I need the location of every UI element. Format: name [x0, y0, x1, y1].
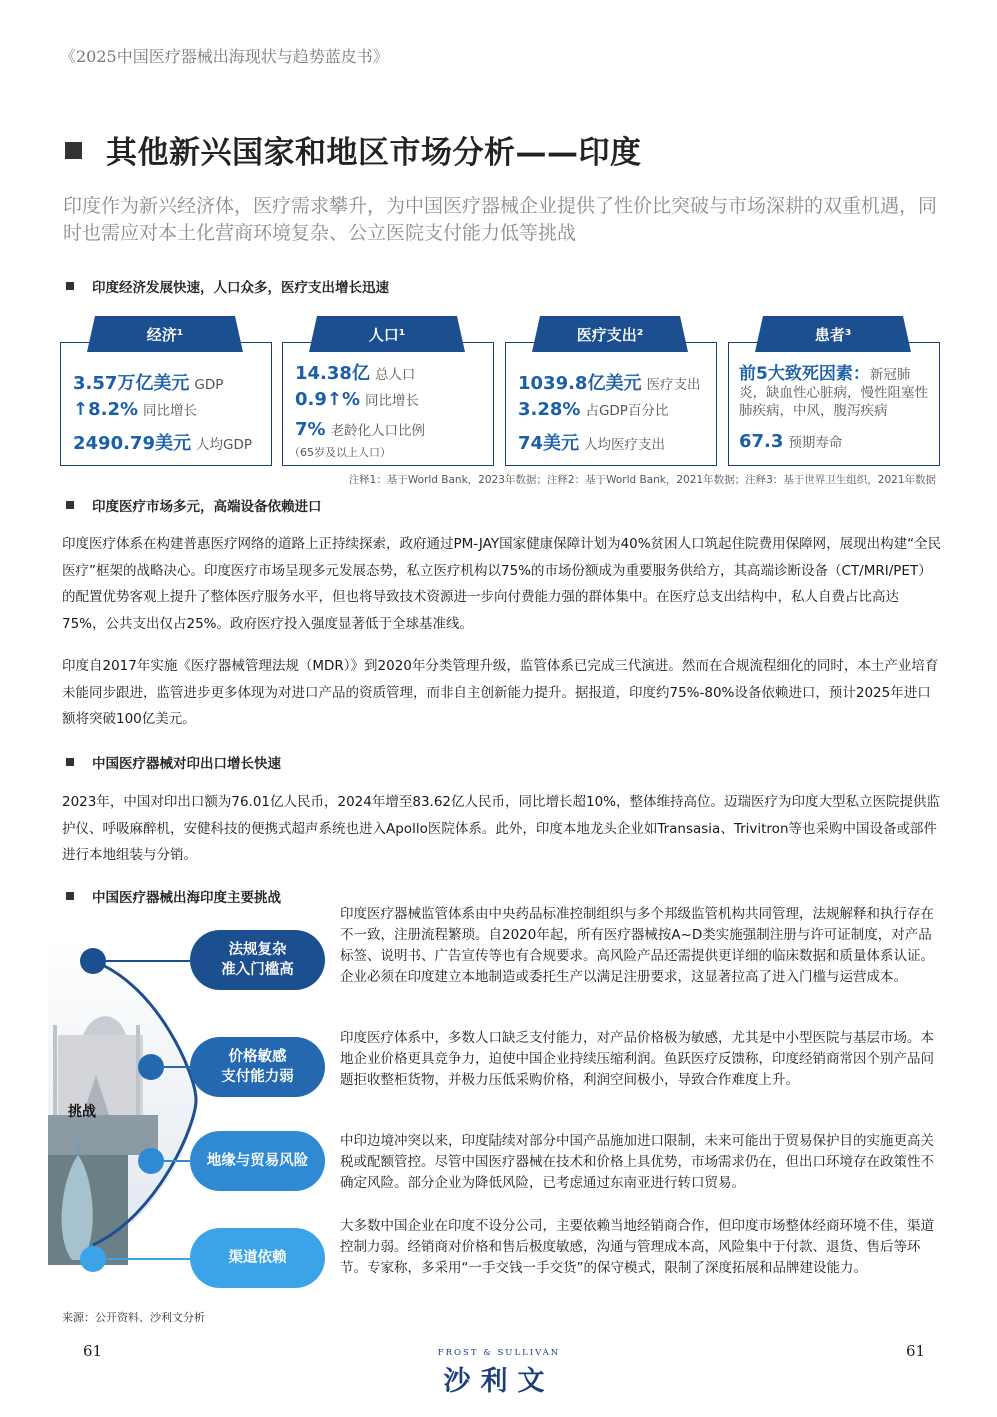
card-population [282, 342, 494, 466]
challenge-dot-3 [138, 1148, 164, 1174]
challenge-text-regulation: 印度医疗器械监管体系由中央药品标准控制组织与多个邦级监管机构共同管理，法规解释和执行存在不一致，注册流程繁琐。自2020年起，所有医疗器械按A~D类实施强制注册与许可证制度，对产品标签、说明书、广告宣传等也有合规要求。高风险产品还需提供更详细的临床数据和质量体系认证。企业必须在印度建立本地制造或委托生产以满足注册要求，这显著拉高了进入门槛与运营成本。 [340, 906, 934, 985]
intro-paragraph: 印度作为新兴经济体，医疗需求攀升，为中国医疗器械企业提供了性价比突破与市场深耕的双重机遇，同时也需应对本土化营商环境复杂、公立医院支付能力低等挑战 [63, 195, 938, 244]
challenge-text-geopolitics: 中印边境冲突以来，印度陆续对部分中国产品施加进口限制，未来可能出于贸易保护目的实施更高关税或配额管控。尽管中国医疗器械在技术和价格上具优势，市场需求仍在，但出口环境存在政策性不确定风险。部分企业为降低风险，已考虑通过东南亚进行转口贸易。 [340, 1133, 934, 1191]
card-economy [60, 342, 272, 466]
brand-logo-cn: 沙利文 [443, 1366, 555, 1397]
paragraph-market: 印度医疗体系在构建普惠医疗网络的道路上正持续探索，政府通过PM-JAY国家健康保障计划为40%贫困人口筑起住院费用保障网，展现出构建“全民医疗”框架的战略决心。印度医疗市场呈现多元发展态势，私立医疗机构以75%的市场份额成为重要服务供给方，其高端诊断设备（CT/MRI/PET）的配置优势客观上提升了整体医疗服务水平，但也将导致技术资源进一步向付费能力强的群体集中。在医疗总支出结构中，私人自费占比高达75%，公共支出仅占25%。政府医疗投入强度显著低于全球基准线。 [62, 536, 942, 632]
card-health-spending [505, 342, 717, 466]
source-note: 来源：公开资料、沙利文分析 [62, 1311, 205, 1324]
section-heading-market: 印度医疗市场多元，高端设备依赖进口 [66, 495, 322, 515]
page-title-text: 其他新兴国家和地区市场分析——印度 [106, 135, 642, 171]
challenge-connector-3 [164, 1160, 190, 1162]
card-tab-patients: 患者³ [755, 316, 911, 352]
document-title: 《2025中国医疗器械出海现状与趋势蓝皮书》 [60, 47, 389, 66]
bullet-square-icon [66, 758, 74, 766]
top-causes-of-death: 前5大致死因素：新冠肺炎，缺血性心脏病，慢性阻塞性肺疾病，中风，腹泻疾病 [739, 364, 928, 419]
section-heading-economy: 印度经济发展快速，人口众多，医疗支出增长迅速 [66, 276, 389, 296]
challenge-center-label: 挑战 [68, 1104, 96, 1120]
bullet-square-icon [66, 892, 74, 900]
challenge-connector-1 [106, 960, 190, 962]
section-heading-challenges: 中国医疗器械出海印度主要挑战 [66, 886, 281, 906]
challenge-dot-1 [80, 948, 106, 974]
challenge-text-price: 印度医疗体系中，多数人口缺乏支付能力，对产品价格极为敏感，尤其是中小型医院与基层市场。本地企业价格更具竞争力，迫使中国企业持续压缩利润。鱼跃医疗反馈称，印度经销商常因个别产品问题拒收整柜货物，并极力压低采购价格，利润空间极小，导致合作难度上升。 [340, 1030, 934, 1088]
stat-health-spending: 1039.8亿美元 医疗支出 [518, 373, 701, 394]
page-title [65, 127, 642, 172]
paragraph-regulation: 印度自2017年实施《医疗器械管理法规（MDR）》到2020年分类管理升级，监管体系已完成三代演进。然而在合规流程细化的同时，本土产业培育未能同步跟进，监管进步更多体现为对进口产品的资质管理，而非自主创新能力提升。据报道，印度约75%-80%设备依赖进口，预计2025年进口额将突破100亿美元。 [62, 658, 939, 727]
heading-square-icon [65, 142, 82, 159]
challenge-connector-2 [164, 1066, 190, 1068]
page-number-right: 61 [906, 1342, 926, 1360]
challenge-pill-channel: 渠道依赖 [190, 1228, 325, 1288]
card-tab-health-spending: 医疗支出² [532, 316, 688, 352]
challenge-connector-4 [106, 1258, 190, 1260]
stat-population: 14.38亿 总人口 [295, 363, 416, 384]
section-heading-exports: 中国医疗器械对印出口增长快速 [66, 752, 281, 772]
stat-aging: 7% 老龄化人口比例 [295, 419, 426, 440]
challenge-text-channel: 大多数中国企业在印度不设分公司，主要依赖当地经销商合作，但印度市场整体经商环境不佳，渠道控制力弱。经销商对价格和售后极度敏感，沟通与管理成本高，风险集中于付款、退货、售后等环节。专家称，多采用“一手交钱一手交货”的保守模式，限制了深度拓展和品牌建设能力。 [340, 1218, 934, 1276]
stat-gdp-per-capita: 2490.79美元 人均GDP [73, 433, 252, 454]
brand-logo-en: FROST & SULLIVAN [437, 1348, 561, 1358]
challenge-pill-regulation: 法规复杂 准入门槛高 [190, 930, 325, 990]
stat-life-expectancy: 67.3 预期寿命 [739, 431, 843, 452]
card-patients [728, 342, 940, 466]
data-notes: 注释1：基于World Bank，2023年数据；注释2：基于World Bank，2021年数据；注释3：基于世界卫生组织，2021年数据 [348, 474, 936, 486]
stat-pop-growth: 0.9↑% 同比增长 [295, 389, 420, 410]
page-number-left: 61 [83, 1342, 103, 1360]
paragraph-exports: 2023年，中国对印出口额为76.01亿人民币，2024年增至83.62亿人民币，同比增长超10%，整体维持高位。迈瑞医疗为印度大型私立医院提供监护仪、呼吸麻醉机，安健科技的便携式超声系统也进入Apollo医院体系。此外，印度本地龙头企业如Transasia、Trivitron等也采购中国设备或部件进行本地组装与分销。 [62, 794, 941, 863]
challenge-dot-4 [80, 1246, 106, 1272]
bullet-square-icon [66, 501, 74, 509]
challenge-dot-2 [138, 1054, 164, 1080]
card-tab-economy: 经济¹ [87, 316, 243, 352]
challenge-pill-price: 价格敏感 支付能力弱 [190, 1037, 325, 1097]
bullet-square-icon [66, 282, 74, 290]
challenge-pill-geopolitics: 地缘与贸易风险 [190, 1131, 325, 1191]
card-tab-population: 人口¹ [309, 316, 465, 352]
stat-per-capita-spending: 74美元 人均医疗支出 [518, 433, 666, 454]
stat-aging-note: （65岁及以上人口） [289, 446, 391, 459]
stat-gdp-share: 3.28% 占GDP百分比 [518, 399, 669, 420]
stat-gdp: 3.57万亿美元 GDP [73, 373, 224, 394]
stat-growth: ↑8.2% 同比增长 [73, 399, 198, 420]
